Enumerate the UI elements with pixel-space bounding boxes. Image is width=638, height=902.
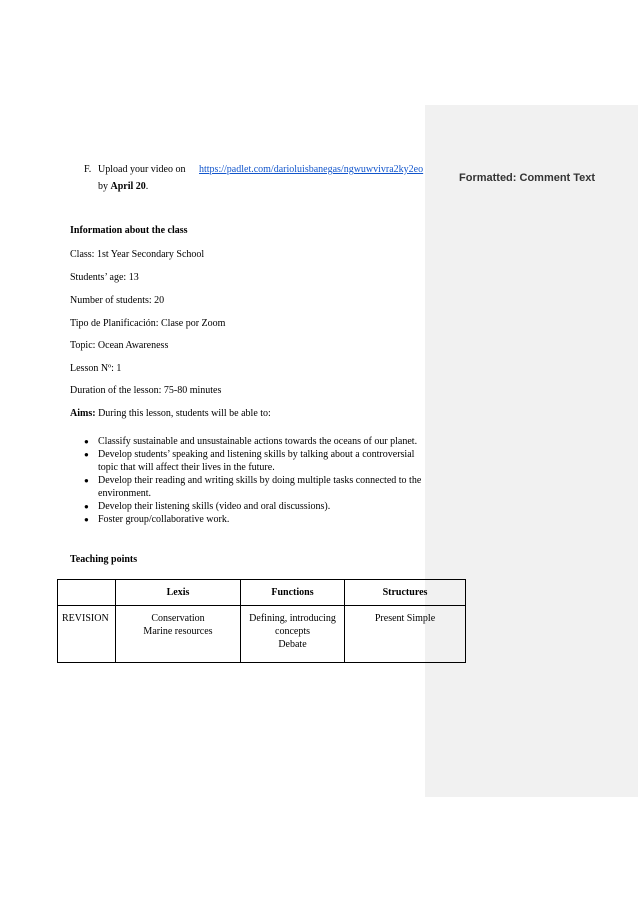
list-item [84,448,424,474]
aims-label: Aims: [70,408,96,419]
function-item: concepts [275,626,310,637]
aim-text: Classify sustainable and unsustainable actions towards the oceans of our planet. [98,436,418,447]
row-label: REVISION [58,606,116,663]
comment-pane [425,105,638,797]
lexis-item: Marine resources [143,626,213,637]
aim-text: Develop students’ speaking and listening skills by talking about a controversial topic that will affect their lives in the future. [98,449,415,473]
function-item: Defining, introducing [249,613,336,624]
list-item [84,513,424,526]
duration-line: Duration of the lesson: 75-80 minutes [70,385,222,396]
aims-intro: During this lesson, students will be able to: [95,408,271,419]
bullet-icon: ● [84,450,89,459]
header-functions: Functions [241,580,345,606]
topic-line: Topic: Ocean Awareness [70,340,169,351]
deadline-date: April 20 [110,181,146,192]
lexis-item: Conservation [151,613,205,624]
table-header-row [58,580,466,606]
class-line: Class: 1st Year Secondary School [70,249,205,260]
teaching-points-table [57,579,466,663]
bullet-icon: ● [84,476,89,485]
aim-text: Develop their listening skills (video and oral discussions). [98,501,331,512]
deadline-prefix: by [98,181,111,192]
list-item [84,474,424,500]
function-item: Debate [278,639,307,650]
bullet-icon: ● [84,515,89,524]
aim-text: Foster group/collaborative work. [98,514,230,525]
lexis-cell [116,606,241,663]
info-heading: Information about the class [70,225,188,236]
planning-line: Tipo de Planificación: Clase por Zoom [70,318,226,329]
padlet-link[interactable]: https://padlet.com/darioluisbanegas/ngwuwvivra2ky2eo [199,164,424,175]
functions-cell [241,606,345,663]
deadline-suffix: . [145,181,149,192]
aim-text: Develop their reading and writing skills by doing multiple tasks connected to the environment. [98,475,422,499]
upload-deadline [98,180,148,193]
table-row [58,606,466,663]
lesson-line: Lesson Nº: 1 [70,363,122,374]
upload-prefix: Upload your video on [98,164,186,175]
list-item [84,435,424,448]
bullet-icon: ● [84,502,89,511]
aims-list [84,435,424,526]
comment-format-label: Formatted: Comment Text [459,172,596,184]
structures-cell: Present Simple [345,606,466,663]
teaching-points-heading: Teaching points [70,554,138,565]
age-line: Students’ age: 13 [70,272,139,283]
upload-instruction [98,164,424,175]
list-letter: F. [84,164,92,175]
list-item [84,500,424,513]
bullet-icon: ● [84,437,89,446]
aims-line [70,407,271,420]
header-structures: Structures [345,580,466,606]
students-line: Number of students: 20 [70,295,165,306]
header-lexis: Lexis [116,580,241,606]
header-empty [58,580,116,606]
